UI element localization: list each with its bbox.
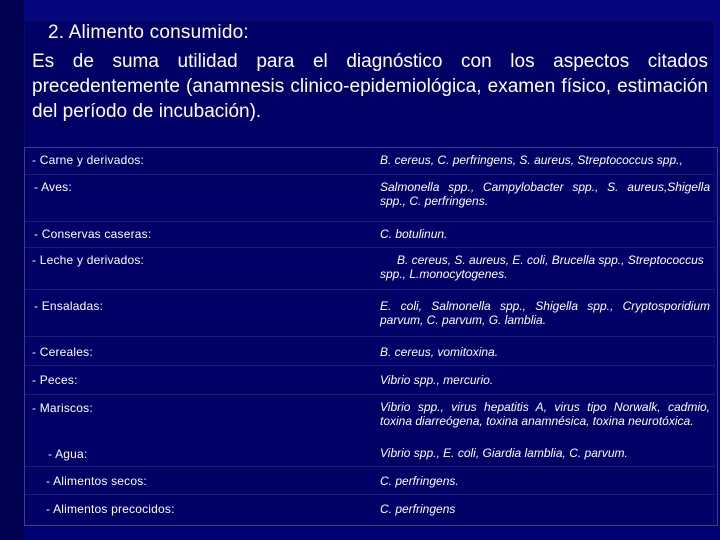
- agents-cell-cereales: B. cereus, vomitoxina.: [380, 345, 499, 359]
- agents-cell-peces: Vibrio spp., mercurio.: [380, 373, 494, 387]
- agents-cell-ensaladas: E. coli, Salmonella spp., Shigella spp., Cryptosporidium parvum, C. parvum, G. lamblia.: [380, 299, 710, 327]
- food-cell-alimentos-precocidos: - Alimentos precocidos:: [46, 502, 175, 516]
- food-cell-leche: - Leche y derivados:: [32, 253, 145, 267]
- food-cell-carne: - Carne y derivados:: [32, 153, 145, 167]
- agents-cell-carne: B. cereus, C. perfringens, S. aureus, Streptococcus spp.,: [380, 153, 683, 167]
- food-cell-aves: - Aves:: [34, 180, 72, 194]
- food-cell-cereales: - Cereales:: [32, 345, 93, 359]
- food-cell-conservas: - Conservas caseras:: [34, 227, 152, 241]
- left-accent-bar: [0, 0, 24, 540]
- agents-cell-alimentos-precocidos: C. perfringens: [380, 502, 456, 516]
- agents-cell-leche: B. cereus, S. aureus, E. coli, Brucella spp., Streptococcus spp., L.monocytogenes.: [380, 253, 704, 281]
- agents-cell-agua: Vibrio spp., E. coli, Giardia lamblia, C. parvum.: [380, 446, 628, 460]
- row-divider: [25, 336, 715, 337]
- row-divider: [25, 466, 715, 467]
- row-divider: [25, 289, 715, 290]
- agents-cell-aves: Salmonella spp., Campylobacter spp., S. aureus,Shigella spp., C. perfringens.: [380, 180, 710, 208]
- agents-cell-mariscos: Vibrio spp., virus hepatitis A, virus tipo Norwalk, cadmio, toxina diarreógena, toxina anamnésica, toxina neurotóxica.: [380, 400, 710, 428]
- row-divider: [25, 247, 715, 248]
- intro-paragraph: Es de suma utilidad para el diagnóstico con los aspectos citados precedentemente (anamnesis clinico-epidemiológica, examen físico, estimación del período de incubación).: [32, 51, 708, 122]
- row-divider: [25, 365, 715, 366]
- food-cell-alimentos-secos: - Alimentos secos:: [46, 474, 147, 488]
- row-divider: [25, 174, 715, 175]
- row-divider: [25, 494, 715, 495]
- food-cell-ensaladas: - Ensaladas:: [34, 299, 104, 313]
- agents-cell-alimentos-secos: C. perfringens.: [380, 474, 459, 488]
- row-divider: [25, 221, 715, 222]
- section-heading: 2. Alimento consumido:: [48, 22, 249, 43]
- food-cell-peces: - Peces:: [32, 373, 78, 387]
- row-divider: [25, 394, 715, 395]
- food-cell-mariscos: - Mariscos:: [32, 401, 93, 415]
- agents-cell-conservas: C. botulinun.: [380, 227, 448, 241]
- food-cell-agua: - Agua:: [48, 447, 88, 461]
